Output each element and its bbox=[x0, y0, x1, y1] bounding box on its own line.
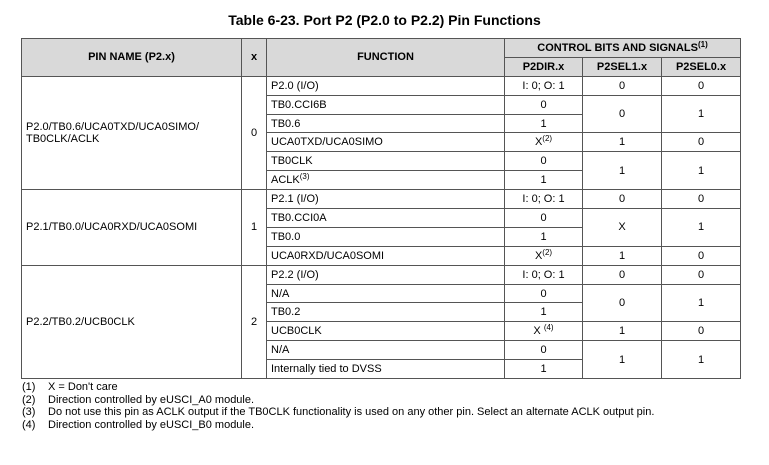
function-text: N/A bbox=[271, 287, 290, 300]
function-cell bbox=[267, 341, 505, 360]
function-text: UCA0RXD/UCA0SOMI bbox=[271, 249, 385, 262]
table-row bbox=[22, 190, 741, 209]
function-cell bbox=[267, 246, 505, 265]
header-control-label: CONTROL BITS AND SIGNALS bbox=[537, 41, 698, 54]
function-text: TB0.CCI0A bbox=[271, 211, 327, 224]
p2dir-cell bbox=[505, 114, 583, 133]
p2sel0-cell: 0 bbox=[662, 322, 741, 341]
p2dir-value: 0 bbox=[540, 287, 547, 300]
p2sel1-cell: 1 bbox=[583, 341, 662, 379]
table-title: Table 6-23. Port P2 (P2.0 to P2.2) Pin Functions bbox=[228, 12, 541, 28]
p2dir-cell bbox=[505, 341, 583, 360]
footnote bbox=[22, 419, 654, 432]
p2sel1-cell: 0 bbox=[583, 95, 662, 133]
function-cell bbox=[267, 76, 505, 95]
p2sel1-cell: 0 bbox=[583, 265, 662, 284]
p2dir-footnote-ref: (4) bbox=[543, 323, 554, 333]
function-text: P2.1 (I/O) bbox=[271, 193, 319, 206]
p2dir-cell bbox=[505, 284, 583, 303]
footnote-text: Direction controlled by eUSCI_A0 module. bbox=[48, 393, 255, 406]
footnote-number: (1) bbox=[22, 381, 36, 393]
function-cell bbox=[267, 227, 505, 246]
pin-name-text: P2.2/TB0.2/UCB0CLK bbox=[26, 315, 135, 328]
function-cell bbox=[267, 114, 505, 133]
p2dir-cell bbox=[505, 209, 583, 228]
pin-index-cell: 0 bbox=[242, 76, 267, 189]
p2sel0-cell: 1 bbox=[662, 152, 741, 190]
header-control-note: (1) bbox=[697, 39, 708, 49]
pin-name-cell bbox=[22, 265, 242, 378]
footnote-text: Direction controlled by eUSCI_B0 module. bbox=[48, 418, 255, 431]
p2sel1-cell: 1 bbox=[583, 322, 662, 341]
function-cell bbox=[267, 152, 505, 171]
footnote bbox=[22, 394, 654, 407]
footnote bbox=[22, 381, 654, 394]
pin-name-text: P2.0/TB0.6/UCA0TXD/UCA0SIMO/ bbox=[26, 120, 199, 133]
header-p2dir: P2DIR.x bbox=[505, 57, 583, 76]
p2dir-value: 1 bbox=[540, 174, 547, 187]
function-cell bbox=[267, 209, 505, 228]
p2sel0-cell: 0 bbox=[662, 190, 741, 209]
function-text: P2.2 (I/O) bbox=[271, 268, 319, 281]
function-cell bbox=[267, 322, 505, 341]
p2dir-value: X bbox=[534, 249, 543, 262]
function-text: TB0.6 bbox=[271, 117, 301, 130]
header-control-bits bbox=[505, 39, 741, 58]
function-cell bbox=[267, 133, 505, 152]
p2dir-cell bbox=[505, 360, 583, 379]
table-row bbox=[22, 265, 741, 284]
function-cell bbox=[267, 360, 505, 379]
p2dir-cell bbox=[505, 303, 583, 322]
p2sel0-cell: 1 bbox=[662, 341, 741, 379]
p2dir-cell bbox=[505, 190, 583, 209]
function-text: UCA0TXD/UCA0SIMO bbox=[271, 136, 383, 149]
function-cell bbox=[267, 171, 505, 190]
p2dir-value: I: 0; O: 1 bbox=[522, 268, 565, 281]
p2dir-value: 1 bbox=[540, 117, 547, 130]
p2dir-cell bbox=[505, 95, 583, 114]
function-text: TB0.0 bbox=[271, 230, 301, 243]
pin-name-cell bbox=[22, 76, 242, 189]
function-cell bbox=[267, 95, 505, 114]
p2sel0-cell: 0 bbox=[662, 246, 741, 265]
p2dir-value: X bbox=[534, 136, 543, 149]
header-pin-name: PIN NAME (P2.x) bbox=[22, 39, 242, 77]
pin-name-text: P2.1/TB0.0/UCA0RXD/UCA0SOMI bbox=[26, 221, 198, 234]
header-function: FUNCTION bbox=[267, 39, 505, 77]
p2dir-cell bbox=[505, 246, 583, 265]
p2dir-value: 1 bbox=[540, 306, 547, 319]
function-text: TB0.CCI6B bbox=[271, 98, 327, 111]
p2dir-cell bbox=[505, 227, 583, 246]
p2dir-cell bbox=[505, 152, 583, 171]
p2dir-value: 1 bbox=[540, 363, 547, 376]
p2dir-footnote-ref: (2) bbox=[542, 134, 553, 144]
table-row bbox=[22, 76, 741, 95]
p2sel1-cell: 0 bbox=[583, 284, 662, 322]
p2dir-value: 1 bbox=[540, 230, 547, 243]
p2sel0-cell: 1 bbox=[662, 284, 741, 322]
function-cell bbox=[267, 265, 505, 284]
function-cell bbox=[267, 190, 505, 209]
header-p2sel0: P2SEL0.x bbox=[662, 57, 741, 76]
p2dir-value: 0 bbox=[540, 155, 547, 168]
function-cell bbox=[267, 303, 505, 322]
p2dir-value: X bbox=[533, 325, 544, 338]
function-text: P2.0 (I/O) bbox=[271, 79, 319, 92]
p2sel0-cell: 1 bbox=[662, 95, 741, 133]
footnote bbox=[22, 406, 654, 419]
p2dir-footnote-ref: (2) bbox=[542, 247, 553, 257]
p2dir-cell bbox=[505, 265, 583, 284]
p2sel0-cell: 0 bbox=[662, 133, 741, 152]
function-text: UCB0CLK bbox=[271, 325, 322, 338]
p2sel1-cell: 1 bbox=[583, 133, 662, 152]
footnote-text: Do not use this pin as ACLK output if the TB0CLK functionality is used on any other pin. Select an alternate ACLK output pin. bbox=[48, 406, 655, 418]
p2dir-cell bbox=[505, 322, 583, 341]
p2sel1-cell: 0 bbox=[583, 190, 662, 209]
p2dir-cell bbox=[505, 76, 583, 95]
p2dir-cell bbox=[505, 171, 583, 190]
function-text: TB0CLK bbox=[271, 155, 313, 168]
header-p2sel1: P2SEL1.x bbox=[583, 57, 662, 76]
p2sel0-cell: 1 bbox=[662, 209, 741, 247]
pin-index-cell: 2 bbox=[242, 265, 267, 378]
function-text: ACLK bbox=[271, 174, 300, 187]
p2dir-value: 0 bbox=[540, 211, 547, 224]
footnote-text: X = Don't care bbox=[48, 381, 118, 393]
pin-functions-table bbox=[21, 38, 741, 379]
p2sel1-cell: 0 bbox=[583, 76, 662, 95]
p2dir-value: 0 bbox=[540, 344, 547, 357]
p2dir-cell bbox=[505, 133, 583, 152]
footnote-number: (4) bbox=[22, 418, 36, 431]
footnote-number: (3) bbox=[22, 406, 36, 418]
function-footnote-ref: (3) bbox=[299, 172, 310, 182]
p2dir-value: 0 bbox=[540, 98, 547, 111]
function-text: N/A bbox=[271, 344, 290, 357]
footnotes bbox=[22, 381, 654, 431]
p2sel0-cell: 0 bbox=[662, 76, 741, 95]
pin-name-cell bbox=[22, 190, 242, 266]
p2sel0-cell: 0 bbox=[662, 265, 741, 284]
p2sel1-cell: X bbox=[583, 209, 662, 247]
function-text: Internally tied to DVSS bbox=[271, 363, 382, 376]
p2dir-value: I: 0; O: 1 bbox=[522, 79, 565, 92]
p2sel1-cell: 1 bbox=[583, 246, 662, 265]
header-x: x bbox=[242, 39, 267, 77]
footnote-number: (2) bbox=[22, 393, 36, 406]
p2dir-value: I: 0; O: 1 bbox=[522, 193, 565, 206]
table-header bbox=[22, 39, 741, 77]
p2sel1-cell: 1 bbox=[583, 152, 662, 190]
pin-name-text: TB0CLK/ACLK bbox=[26, 132, 100, 145]
pin-index-cell: 1 bbox=[242, 190, 267, 266]
table-body bbox=[22, 76, 741, 378]
function-cell bbox=[267, 284, 505, 303]
function-text: TB0.2 bbox=[271, 306, 301, 319]
